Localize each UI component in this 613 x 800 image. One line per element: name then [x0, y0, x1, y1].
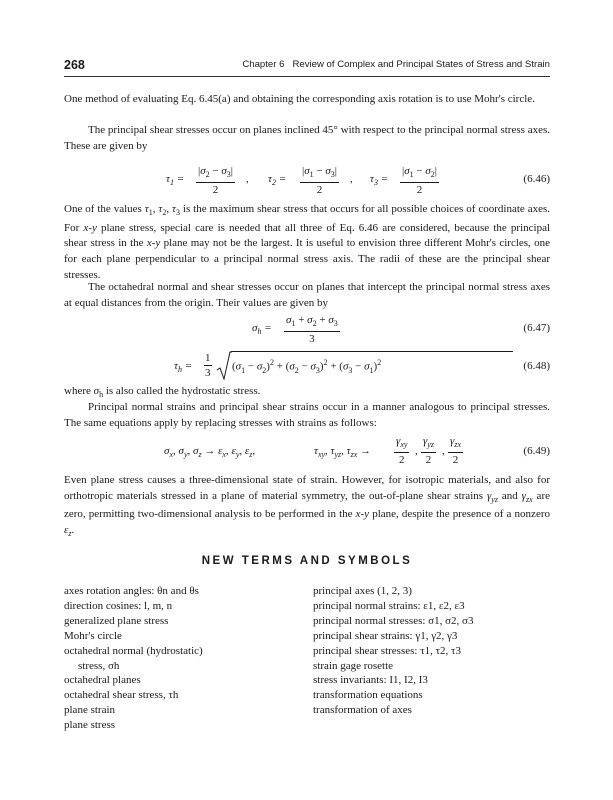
paragraph-strain-analogy: Principal normal strains and principal shear strains occur in a manner analogous to principal stresses. The same equations apply by replacing stresses with strains as follows: — [64, 401, 550, 429]
term-item: principal normal strains: ε1, ε2, ε3 — [313, 599, 465, 612]
term-item: plane strain — [64, 704, 116, 717]
term-item: principal normal stresses: σ1, σ2, σ3 — [313, 614, 474, 627]
term-item: strain gage rosette — [313, 659, 394, 672]
header-rule — [64, 76, 550, 77]
term-item: Mohr's circle — [64, 629, 122, 642]
term-item: plane stress — [64, 719, 116, 732]
paragraph-octahedral: The octahedral normal and shear stresses occur on planes that intercept the principal normal stress axes at equal distances from the origin. Their values are given by — [64, 281, 550, 309]
term-item: octahedral planes — [64, 674, 141, 687]
page-number: 268 — [64, 58, 85, 72]
equation-6-48: $\tau_h$ = $\frac{1}{3}$ $(\sigma_1 - \sigma_2)^2 + (\sigma_2 - \sigma_3)^2 + (\sigma_3 - \sigma_1)^2$ (6.48) — [64, 350, 550, 384]
paragraph-plane-stress-strain: Even plane stress causes a three-dimensional state of strain. However, for isotropic materials, and also for orthotropic materials stressed in a plane of material symmetry, the out-of-plane shear strains $\gamma_{yz}$ and $\gamma_{zx}$ are zero, permitting two-dimensional analysis to be performed in the x-y plane, despite the presence of a nonzero $\varepsilon_z$. — [64, 474, 550, 539]
paragraph-hydrostatic: where $\sigma_h$ is also called the hydrostatic stress. — [64, 385, 261, 400]
paragraph-mohr-intro: One method of evaluating Eq. 6.45(a) and obtaining the corresponding axis rotation is to use Mohr's circle. — [64, 93, 535, 105]
equation-6-47: $\sigma_h$ = $\frac{\sigma_1 + \sigma_2 + \sigma_3}{3}$ (6.47) — [252, 314, 550, 346]
term-item: direction cosines: l, m, n — [64, 599, 173, 612]
equation-number-6-46: (6.46) — [523, 173, 550, 185]
page-header — [64, 58, 550, 74]
terms-right-column — [313, 584, 473, 718]
paragraph-max-shear: One of the values $\tau_1$, $\tau_2$, $\tau_3$ is the maximum shear stress that occurs for all possible choices of coordinate axes. For x-y plane stress, special care is needed that all three of Eq. 6.46 are considered, because the principal shear stress in the x-y plane may not be the largest. It is useful to envision three different Mohr's circles, one for each plane perpendicular to a principal normal stress axis. The radii of these are the principal shear stresses. — [64, 203, 551, 281]
term-item: octahedral normal (hydrostatic) — [64, 644, 203, 657]
equation-number-6-49: (6.49) — [523, 445, 550, 457]
term-item: principal axes (1, 2, 3) — [313, 585, 412, 597]
term-item: transformation of axes — [313, 704, 412, 717]
term-item: stress invariants: I1, I2, I3 — [313, 674, 428, 687]
term-item: principal shear stresses: τ1, τ2, τ3 — [313, 644, 461, 657]
equation-number-6-47: (6.47) — [523, 322, 550, 334]
term-item: transformation equations — [313, 689, 423, 702]
term-item: axes rotation angles: θn and θs — [64, 585, 199, 597]
term-item: stress, σh — [78, 659, 120, 672]
term-item: principal shear strains: γ1, γ2, γ3 — [313, 629, 458, 642]
term-item: generalized plane stress — [64, 614, 169, 627]
running-title: Chapter 6 Review of Complex and Principal States of Stress and Strain — [242, 59, 550, 70]
equation-number-6-48: (6.48) — [523, 360, 550, 372]
terms-left-column — [64, 584, 203, 733]
term-item: octahedral shear stress, τh — [64, 689, 179, 702]
paragraph-principal-shear: The principal shear stresses occur on planes inclined 45° with respect to the principal normal stress axes. These are given by — [64, 124, 550, 152]
section-title: NEW TERMS AND SYMBOLS — [201, 555, 413, 567]
square-root-sign — [216, 350, 232, 382]
equation-6-46: $\tau_1$ = $\frac{|\sigma_2 - \sigma_3|}{2}$ , $\tau_2$ = $\frac{|\sigma_1 - \sigma_3|}{2}$ , $\tau_3$ = $\frac{|\sigma_1 - \sigma_2|}{2}$ (6.46) — [166, 165, 550, 197]
equation-6-49: $\sigma_x$, $\sigma_y$, $\sigma_z \to \varepsilon_x$, $\varepsilon_y$, $\varepsilon_z$, $\tau_{xy}$, $\tau_{yz}$, $\tau_{zx}$ → $\gamma_{xy}$ 2 , $\gamma_{yz}$ 2 , $\gamma_{zx}$ 2 (6.49) — [164, 435, 550, 467]
